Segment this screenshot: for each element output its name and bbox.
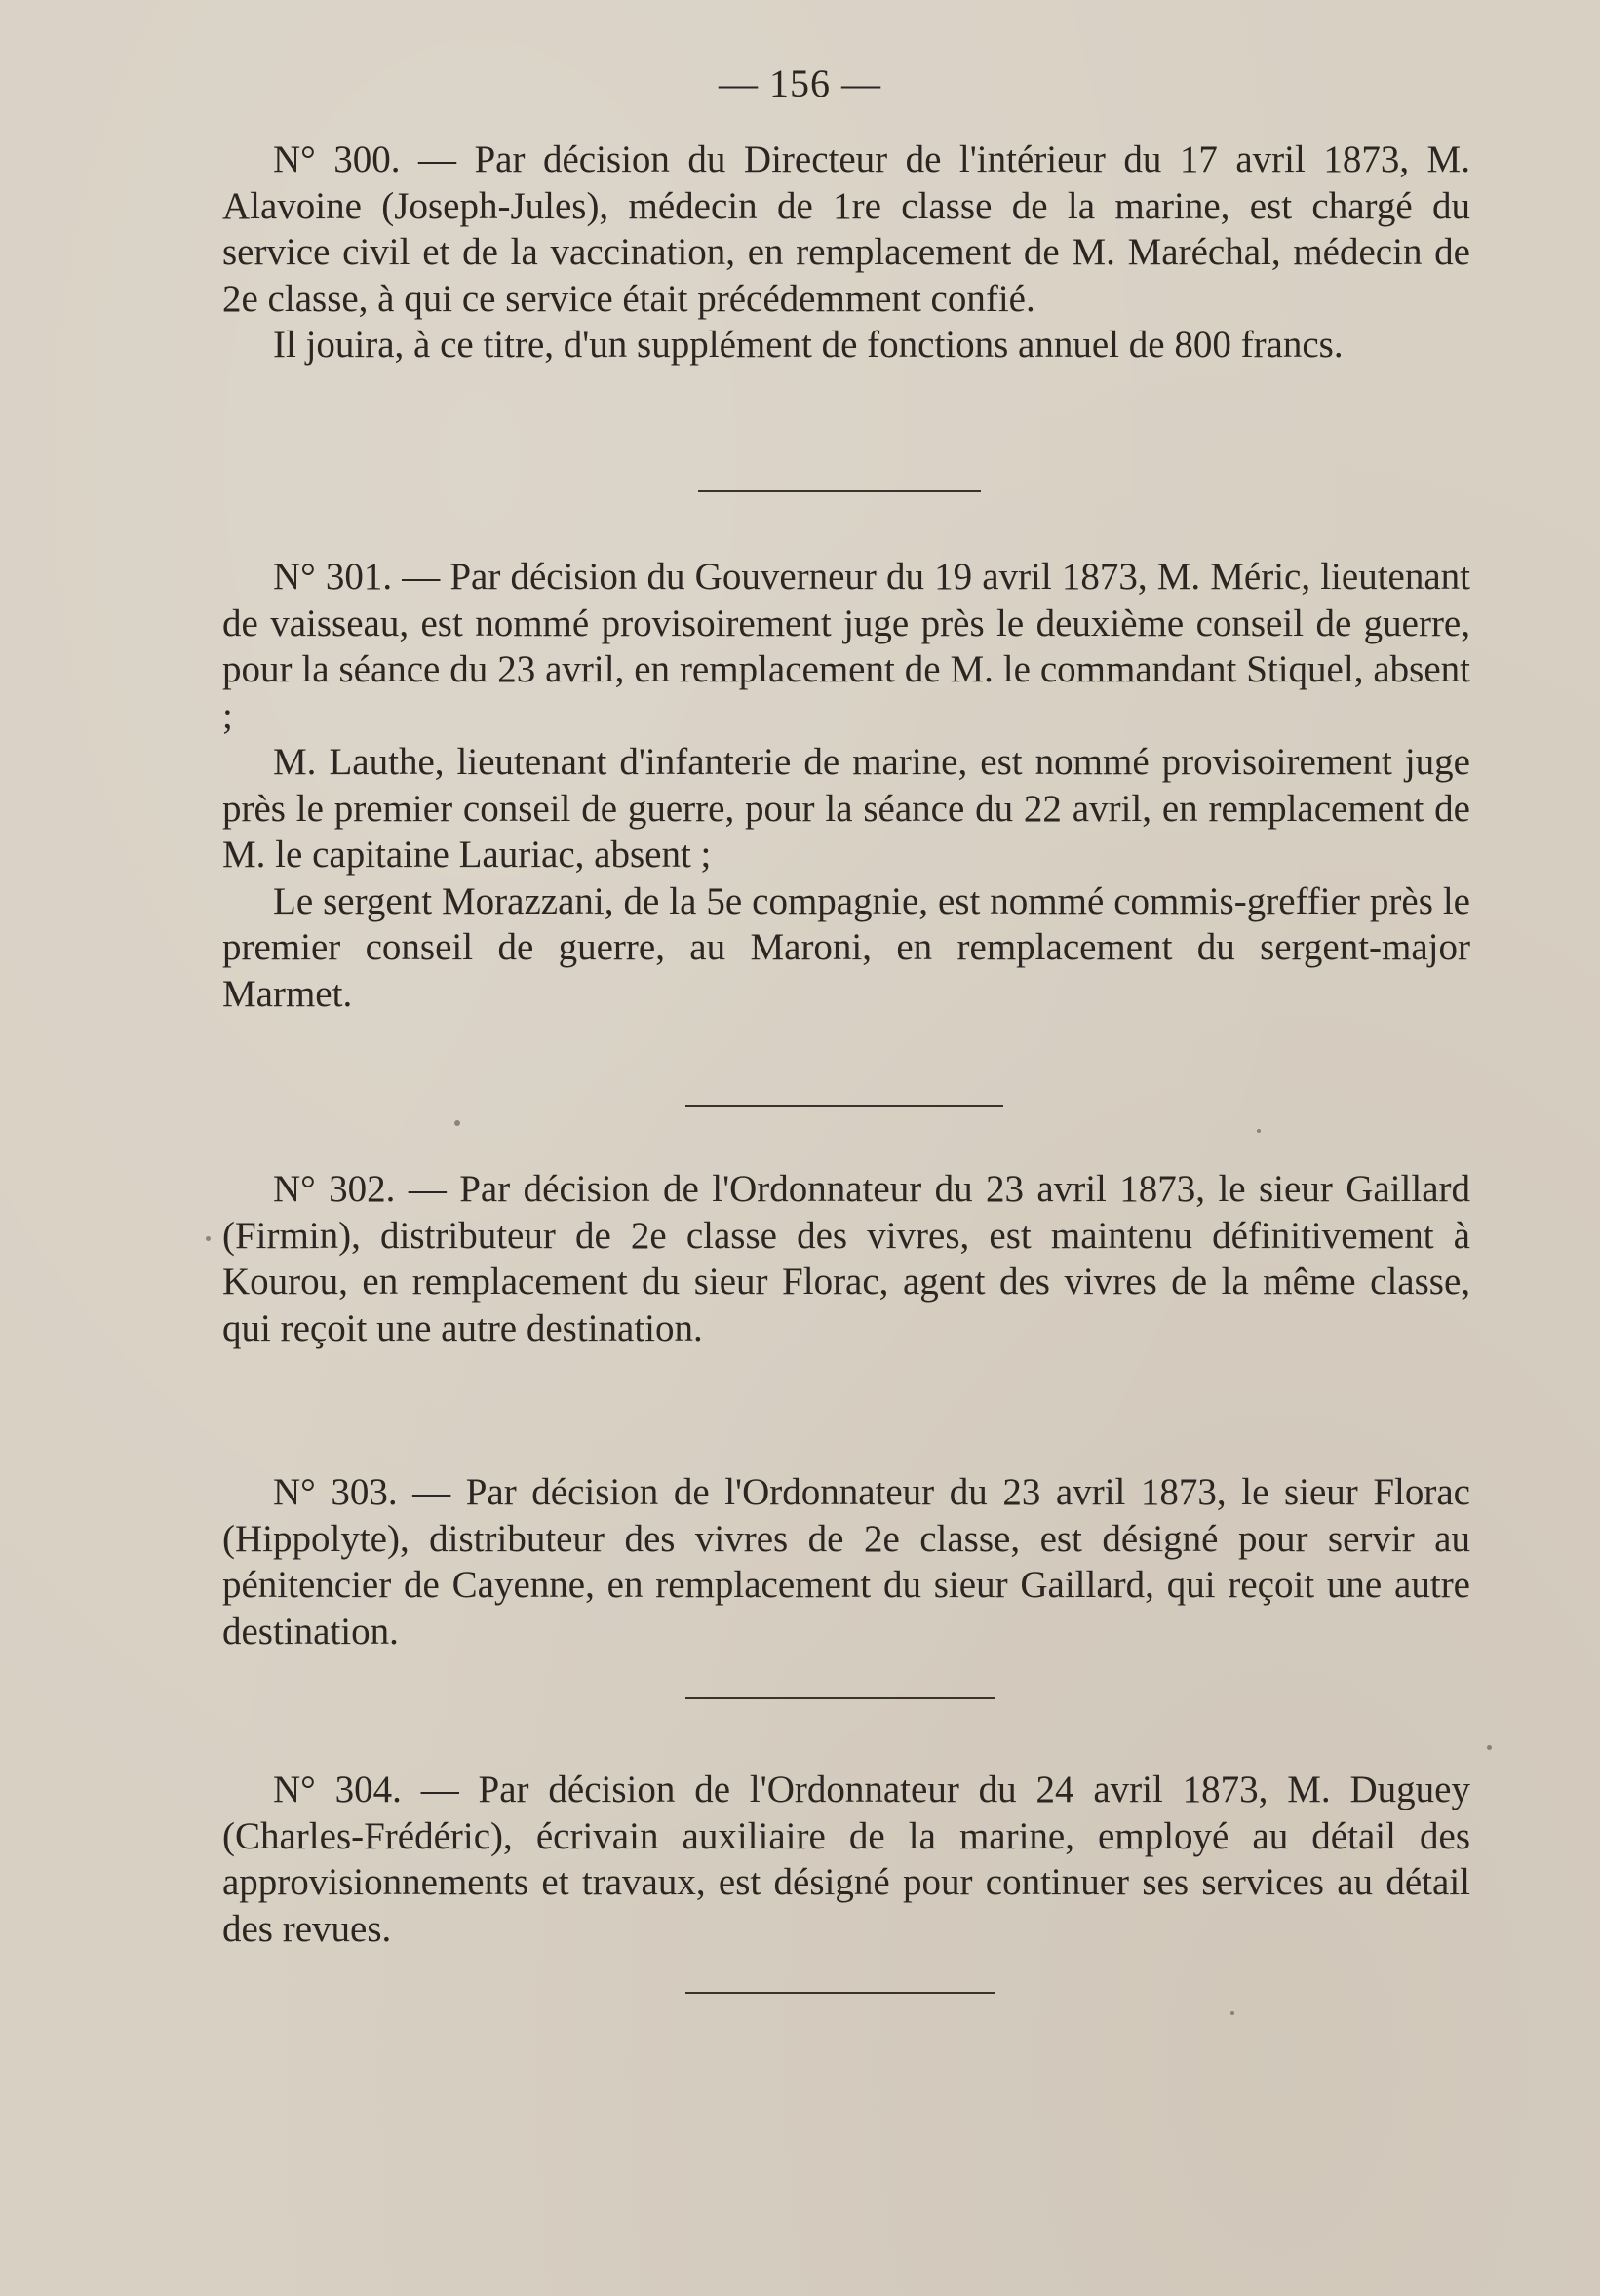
entry-303	[222, 1469, 1470, 1654]
entry-301	[222, 554, 1470, 1017]
scan-speck	[1257, 1129, 1261, 1133]
entry-301-paragraph-1: N° 301. — Par décision du Gouverneur du 19 avril 1873, M. Méric, lieutenant de vaisseau, est nommé provisoirement juge près le deuxième conseil de guerre, pour la séance du 23 avril, en remplacement de M. le commandant Stiquel, absent ;	[222, 556, 1470, 737]
separator-rule	[685, 1697, 995, 1699]
entry-304	[222, 1767, 1470, 1952]
entry-301-paragraph-2: M. Lauthe, lieutenant d'infanterie de marine, est nommé provisoirement juge près le premier conseil de guerre, pour la séance du 22 avril, en remplacement de M. le capitaine Lauriac, absent ;	[222, 741, 1470, 876]
entry-301-paragraph-3: Le sergent Morazzani, de la 5e compagnie, est nommé commis-greffier près le premier conseil de guerre, au Maroni, en remplacement du sergent-major Marmet.	[222, 879, 1470, 1015]
entry-302-paragraph-1: N° 302. — Par décision de l'Ordonnateur du 23 avril 1873, le sieur Gaillard (Firmin), distributeur de 2e classe des vivres, est maintenu définitivement à Kourou, en remplacement du sieur Florac, agent des vivres de la même classe, qui reçoit une autre destination.	[222, 1168, 1470, 1349]
scan-speck	[1487, 1745, 1492, 1750]
scan-speck	[206, 1236, 211, 1241]
separator-rule	[685, 1105, 1003, 1107]
entry-302	[222, 1166, 1470, 1351]
entry-304-paragraph-1: N° 304. — Par décision de l'Ordonnateur du 24 avril 1873, M. Duguey (Charles-Frédéric), écrivain auxiliaire de la marine, employé au détail des approvisionnements et travaux, est désigné pour continuer ses services au détail des revues.	[222, 1769, 1470, 1950]
scan-speck	[454, 1120, 460, 1126]
scan-speck	[1230, 2011, 1234, 2015]
entry-303-paragraph-1: N° 303. — Par décision de l'Ordonnateur du 23 avril 1873, le sieur Florac (Hippolyte), distributeur des vivres de 2e classe, est désigné pour servir au pénitencier de Cayenne, en remplacement du sieur Gaillard, qui reçoit une autre destination.	[222, 1471, 1470, 1653]
separator-rule	[698, 490, 981, 492]
entry-300	[222, 136, 1470, 369]
separator-rule	[685, 1992, 995, 1994]
entry-300-paragraph-2: Il jouira, à ce titre, d'un supplément de fonctions annuel de 800 francs.	[273, 324, 1344, 366]
entry-300-paragraph-1: N° 300. — Par décision du Directeur de l'intérieur du 17 avril 1873, M. Alavoine (Joseph-Jules), médecin de 1re classe de la marine, est chargé du service civil et de la vaccination, en remplacement de M. Maréchal, médecin de 2e classe, à qui ce service était précédemment confié.	[222, 138, 1470, 320]
page-number: — 156 —	[719, 61, 881, 105]
